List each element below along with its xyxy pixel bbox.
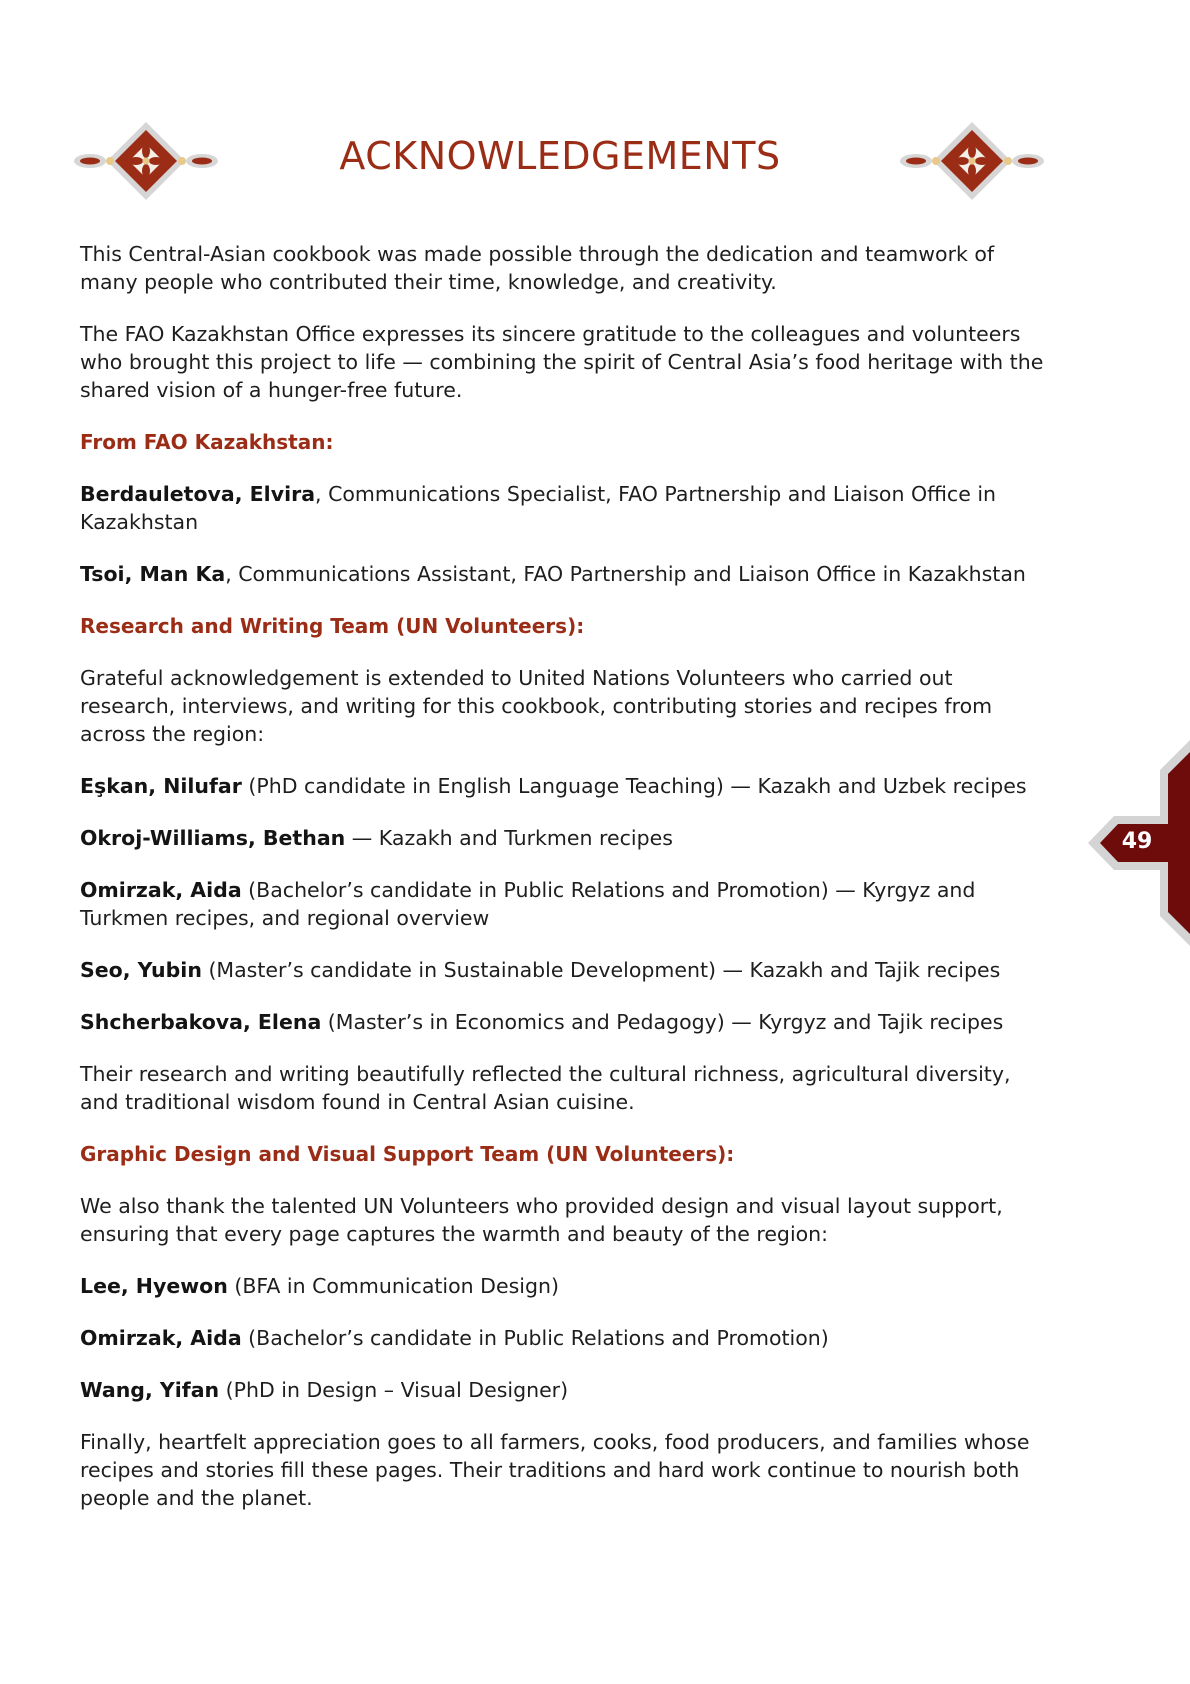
credit-role: (Bachelor’s candidate in Public Relations and Promotion) — Kyrgyz and Turkmen recipes, and regional overview (80, 878, 976, 930)
page-number: 49 (1121, 829, 1153, 854)
research-intro: Grateful acknowledgement is extended to United Nations Volunteers who carried out research, interviews, and writing for this cookbook, contributing stories and recipes from across the region: (80, 666, 993, 746)
section-heading-research: Research and Writing Team (UN Volunteers): (80, 614, 585, 638)
section-heading-design: Graphic Design and Visual Support Team (UN Volunteers): (80, 1142, 735, 1166)
credit-role: (BFA in Communication Design) (227, 1274, 559, 1298)
acknowledgements-body (80, 240, 1048, 1536)
credit-name: Omirzak, Aida (80, 878, 242, 902)
credit-name: Shcherbakova, Elena (80, 1010, 322, 1034)
credit-name: Tsoi, Man Ka (80, 562, 226, 586)
credit-entry (80, 1376, 1048, 1404)
credit-entry (80, 876, 1048, 932)
credit-role: (Bachelor’s candidate in Public Relations and Promotion) (241, 1326, 829, 1350)
credit-entry (80, 956, 1048, 984)
credit-role: — Kazakh and Turkmen recipes (345, 826, 673, 850)
credit-entry (80, 824, 1048, 852)
credit-role: (Master’s in Economics and Pedagogy) — Kyrgyz and Tajik recipes (321, 1010, 1004, 1034)
credit-entry (80, 560, 1048, 588)
credit-role: , Communications Specialist, FAO Partnership and Liaison Office in Kazakhstan (80, 482, 997, 534)
credit-entry (80, 1008, 1048, 1036)
credit-role: , Communications Assistant, FAO Partnership and Liaison Office in Kazakhstan (225, 562, 1026, 586)
credit-name: Okroj-Williams, Bethan (80, 826, 346, 850)
intro-paragraph-1: This Central-Asian cookbook was made possible through the dedication and teamwork of many people who contributed their time, knowledge, and creativity. (80, 242, 995, 294)
credit-entry (80, 772, 1048, 800)
credit-name: Lee, Hyewon (80, 1274, 228, 1298)
credit-entry (80, 480, 1048, 536)
page-title: ACKNOWLEDGEMENTS (339, 134, 781, 178)
design-intro: We also thank the talented UN Volunteers who provided design and visual layout support, ensuring that every page captures the warmth and beauty of the region: (80, 1194, 1003, 1246)
ornament-right-icon (898, 118, 1046, 204)
closing-paragraph: Finally, heartfelt appreciation goes to all farmers, cooks, food producers, and families whose recipes and stories fill these pages. Their traditions and hard work continue to nourish both people and the planet. (80, 1430, 1030, 1510)
section-heading-fao: From FAO Kazakhstan: (80, 430, 334, 454)
credit-role: (PhD in Design – Visual Designer) (219, 1378, 569, 1402)
credit-entry (80, 1324, 1048, 1352)
credit-name: Eşkan, Nilufar (80, 774, 242, 798)
credit-role: (PhD candidate in English Language Teaching) — Kazakh and Uzbek recipes (241, 774, 1027, 798)
credit-role: (Master’s candidate in Sustainable Development) — Kazakh and Tajik recipes (201, 958, 1001, 982)
research-outro: Their research and writing beautifully reflected the cultural richness, agricultural diversity, and traditional wisdom found in Central Asian cuisine. (80, 1062, 1011, 1114)
credit-name: Seo, Yubin (80, 958, 202, 982)
intro-paragraph-2: The FAO Kazakhstan Office expresses its sincere gratitude to the colleagues and volunteers who brought this project to life — combining the spirit of Central Asia’s food heritage with the shared vision of a hunger-free future. (80, 322, 1044, 402)
ornament-left-icon (72, 118, 220, 204)
credit-name: Omirzak, Aida (80, 1326, 242, 1350)
credit-entry (80, 1272, 1048, 1300)
credit-name: Berdauletova, Elvira (80, 482, 316, 506)
credit-name: Wang, Yifan (80, 1378, 220, 1402)
